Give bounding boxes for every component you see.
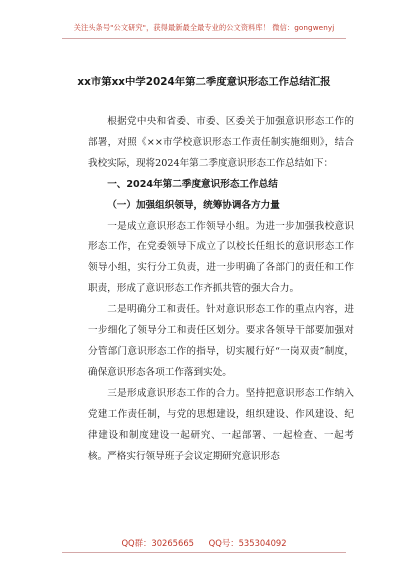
header-banner: 关注头条号"公文研究"，获得最新最全最专业的公文资料库！ 微信：gongwenyj [73,23,335,32]
body-paragraph-3: 三是形成意识形态工作的合力。坚持把意识形态工作纳入党建工作责任制，与党的思想建设，组织建设、作风建设、纪律建设和制度建设一起研究、一起部署、一起检查、一起考核。严格实行领导班子会议定期研究意识形态 [88,387,354,462]
qq-group-number: QQ群：30265665 [121,538,194,548]
qq-account-number: QQ号：535304092 [208,538,287,548]
footer-divider [62,552,346,553]
subsection-heading: （一）加强组织领导，统筹协调各方力量 [107,199,280,211]
footer-contact [0,537,408,549]
intro-paragraph: 根据党中央和省委、市委、区委关于加强意识形态工作的部署，对照《××市学校意识形态工作责任制实施细则》，结合我校实际，现将2024年第二季度意识形态工作总结如下： [88,116,354,169]
body-paragraph-2: 二是明确分工和责任。针对意识形态工作的重点内容，进一步细化了领导分工和责任区划分。要求各领导干部要加强对分管部门意识形态工作的指导，切实履行好“一岗双责”制度，确保意识形态各项工作落到实处。 [88,304,354,378]
body-paragraph-1: 一是成立意识形态工作领导小组。为进一步加强我校意识形态工作，在党委领导下成立了以校长任组长的意识形态工作领导小组，实行分工负责，进一步明确了各部门的责任和工作职责，形成了意识形态工作齐抓共管的强大合力。 [88,220,354,295]
header-divider [62,38,346,39]
document-title: xx市第xx中学2024年第二季度意识形态工作总结汇报 [77,76,331,88]
section-heading: 一、2024年第二季度意识形态工作总结 [107,178,278,190]
document-body [88,112,354,467]
